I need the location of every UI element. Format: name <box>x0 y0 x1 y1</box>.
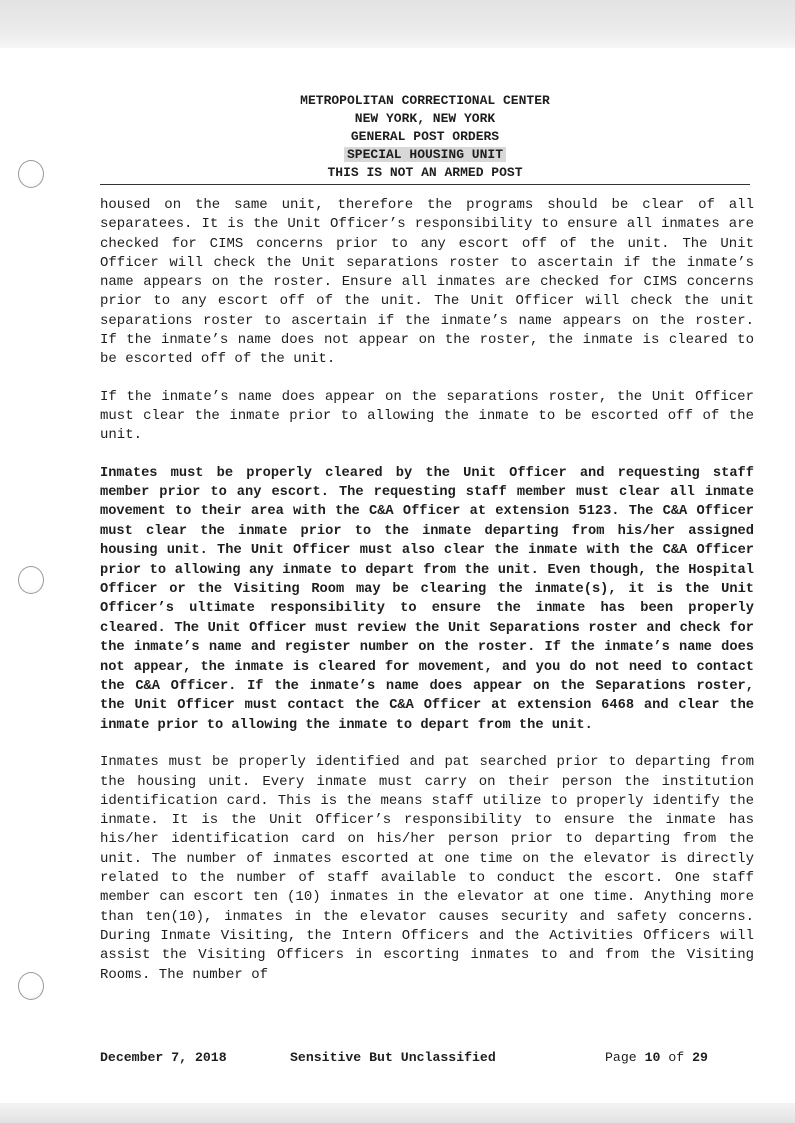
page-of: of <box>668 1050 685 1065</box>
footer-date: December 7, 2018 <box>100 1050 227 1065</box>
punch-hole-icon <box>18 972 44 1000</box>
page-total: 29 <box>692 1050 708 1065</box>
page-current: 10 <box>644 1050 661 1065</box>
header-line-4-highlighted: SPECIAL HOUSING UNIT <box>344 147 506 162</box>
paragraph-4: Inmates must be properly identified and pat searched prior to departing from the housing unit. Every inmate must carry on their person the institution identification card. This is the means staff utilize to properly identify the inmate. It is the Unit Officer’s responsibility to ensure the inmate has his/her identification card on his/her person prior to departing from the unit. The number of inmates escorted at one time on the elevator is directly related to the number of staff available to conduct the escort. One staff member can escort ten (10) inmates in the elevator at one time. Anything more than ten(10), inmates in the elevator causes security and safety concerns. During Inmate Visiting, the Intern Officers and the Activities Officers will assist the Visiting Officers in escorting inmates to and from the Visiting Rooms. The number of <box>100 754 754 983</box>
paragraph-2: If the inmate’s name does appear on the separations roster, the Unit Officer must clear the inmate prior to allowing the inmate to be escorted off of the unit. <box>100 388 754 444</box>
punch-hole-icon <box>18 160 44 188</box>
paragraph-3-bold: Inmates must be properly cleared by the Unit Officer and requesting staff member prior to any escort. The requesting staff member must clear all inmate movement to their area with the C&A Officer at extension 5123. The C&A Officer must clear the inmate prior to the inmate departing from his/her assigned housing unit. The Unit Officer must also clear the inmate with the C&A Officer prior to allowing any inmate to depart from the unit. Even though, the Hospital Officer or the Visiting Room may be clearing the inmate(s), it is the Unit Officer’s ultimate responsibility to ensure the inmate has been properly cleared. The Unit Officer must review the Unit Separations roster and check for the inmate’s name and register number on the roster. If the inmate’s name does not appear, the inmate is cleared for movement, and you do not need to contact the C&A Officer. If the inmate’s name does appear on the Separations roster, the Unit Officer must contact the C&A Officer at extension 6468 and clear the inmate prior to allowing the inmate to depart from the unit. <box>100 465 754 733</box>
punch-hole-icon <box>18 566 44 594</box>
page-prefix: Page <box>605 1050 637 1065</box>
scan-bottom-edge <box>0 1103 795 1123</box>
header-divider <box>100 184 750 185</box>
header-line-5: THIS IS NOT AN ARMED POST <box>327 165 523 180</box>
scan-top-edge <box>0 0 795 48</box>
document-body <box>100 196 754 1003</box>
footer-classification: Sensitive But Unclassified <box>290 1050 496 1065</box>
header-line-3: GENERAL POST ORDERS <box>350 129 500 144</box>
header-line-2: NEW YORK, NEW YORK <box>354 111 496 126</box>
footer-page-number <box>605 1050 708 1065</box>
document-header <box>100 92 750 182</box>
header-line-1: METROPOLITAN CORRECTIONAL CENTER <box>300 93 550 108</box>
paragraph-1: housed on the same unit, therefore the programs should be clear of all separatees. It is the Unit Officer’s responsibility to ensure all inmates are checked for CIMS concerns prior to any escort off of the unit. The Unit Officer will check the Unit separations roster to ascertain if the inmate’s name appears on the roster. Ensure all inmates are checked for CIMS concerns prior to any escort off of the unit. The Unit Officer will check the unit separations roster to ascertain if the inmate’s name appears on the roster. If the inmate’s name does not appear on the roster, the inmate is cleared to be escorted off of the unit. <box>100 197 754 368</box>
